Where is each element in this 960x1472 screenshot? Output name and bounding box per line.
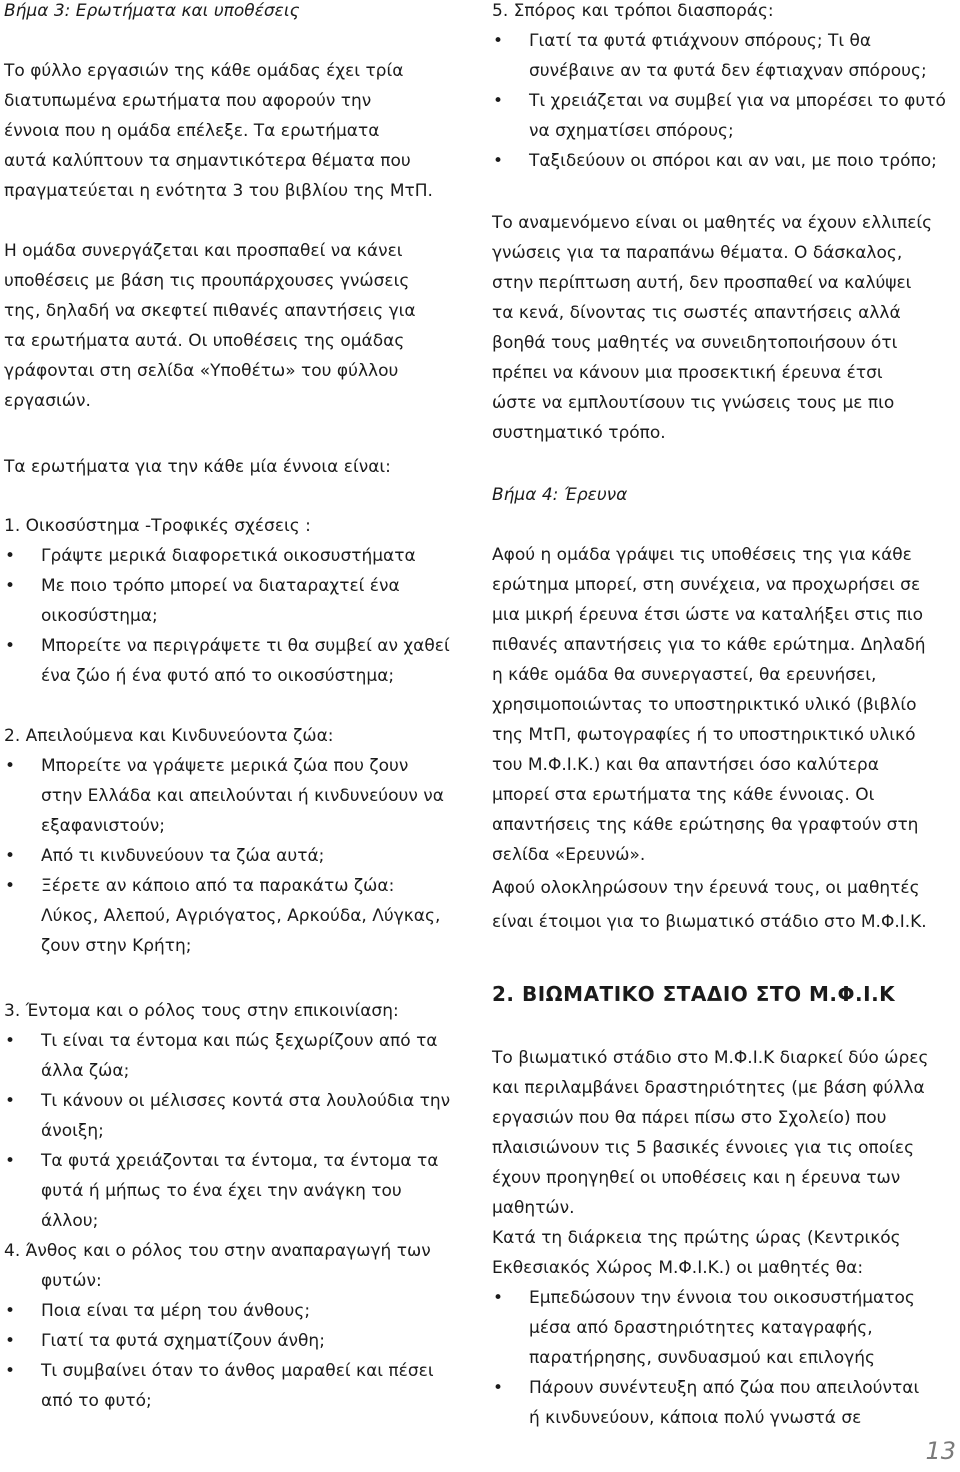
intro-paragraph <box>4 56 460 206</box>
list-item: • Πάρουν συνέντευξη από ζώα που απειλούνται ή κινδυνεύουν, κάποια πολύ γνωστά σε <box>492 1373 956 1433</box>
text-line: εργασιών που θα πάρει πίσω στο Σχολείο) που <box>492 1108 887 1128</box>
text-line: υποθέσεις με βάση τις προυπάρχουσες γνώσεις <box>4 271 410 291</box>
topic2-section <box>4 721 460 961</box>
list-item: • Από τι κινδυνεύουν τα ζώα αυτά; <box>4 841 460 871</box>
list-item: • Ξέρετε αν κάποιο από τα παρακάτω ζώα: Λύκος, Αλεπού, Αγριόγατος, Αρκούδα, Λύγκας, ζουν στην Κρήτη; <box>4 871 460 961</box>
text-line: Το φύλλο εργασιών της κάθε ομάδας έχει τρία <box>4 61 404 81</box>
text-line: είναι έτοιμοι για το βιωματικό στάδιο στο Μ.Φ.Ι.Κ. <box>492 912 927 932</box>
topic4-section <box>4 1236 460 1416</box>
list-item: • Ποια είναι τα μέρη του άνθους; <box>4 1296 460 1326</box>
text-line: χρησιμοποιώντας το υποστηρικτικό υλικό (βιβλίο <box>492 695 917 715</box>
list-item: • Τι είναι τα έντομα και πώς ξεχωρίζουν από τα άλλα ζώα; <box>4 1026 460 1086</box>
hypothesis-paragraph <box>4 236 460 416</box>
list-item: • Τα φυτά χρειάζονται τα έντομα, τα έντομα τα φυτά ή μήπως το ένα έχει την ανάγκη του άλλου; <box>4 1146 460 1236</box>
completion-paragraph <box>492 873 956 937</box>
topic1-title: 1. Οικοσύστημα -Τροφικές σχέσεις : <box>4 516 311 536</box>
list-item: • Μπορείτε να γράψετε μερικά ζώα που ζουν στην Ελλάδα και απειλούνται ή κινδυνεύουν να εξαφανιστούν; <box>4 751 460 841</box>
topic3-bullets <box>4 1026 460 1236</box>
text-line: διατυπωμένα ερωτήματα που αφορούν την <box>4 91 372 111</box>
section2-paragraph <box>492 1043 956 1433</box>
list-item: • Γιατί τα φυτά φτιάχνουν σπόρους; Τι θα συνέβαινε αν τα φυτά δεν έφτιαχναν σπόρους; <box>492 26 956 86</box>
text-line: της ΜτΠ, φωτογραφίες ή το υποστηρικτικό υλικό <box>492 725 916 745</box>
text-line: πλαισιώνουν τις 5 βασικές έννοιες για τις οποίες <box>492 1138 915 1158</box>
topic5-title: 5. Σπόρος και τρόποι διασποράς: <box>492 1 774 21</box>
topic2-bullets <box>4 751 460 961</box>
topic4-bullets <box>4 1296 460 1416</box>
topic3-section <box>4 996 460 1236</box>
list-item: • Με ποιο τρόπο μπορεί να διαταραχτεί ένα οικοσύστημα; <box>4 571 460 631</box>
list-item: • Τι κάνουν οι μέλισσες κοντά στα λουλούδια την άνοιξη; <box>4 1086 460 1146</box>
list-item: • Εμπεδώσουν την έννοια του οικοσυστήματος μέσα από δραστηριότητες καταγραφής, παρατήρησης, συνδυασμού και επιλογής <box>492 1283 956 1373</box>
text-line: Κατά τη διάρκεια της πρώτης ώρας (Κεντρικός <box>492 1228 901 1248</box>
text-line: Εκθεσιακός Χώρος Μ.Φ.Ι.Κ.) οι μαθητές θα: <box>492 1258 864 1278</box>
text-line: μαθητών. <box>492 1198 575 1218</box>
questions-intro: Τα ερωτήματα για την κάθε μία έννοια είναι: <box>4 457 391 477</box>
text-line: Το αναμενόμενο είναι οι μαθητές να έχουν ελλιπείς <box>492 213 933 233</box>
topic4-title-cont: φυτών: <box>41 1271 102 1291</box>
text-line: έννοια που η ομάδα επέλεξε. Τα ερωτήματα <box>4 121 380 141</box>
list-item: • Γιατί τα φυτά σχηματίζουν άνθη; <box>4 1326 460 1356</box>
list-item: • Μπορείτε να περιγράψετε τι θα συμβεί αν χαθεί ένα ζώο ή ένα φυτό από το οικοσύστημα; <box>4 631 460 691</box>
topic5-section <box>492 0 956 176</box>
text-line: αυτά καλύπτουν τα σημαντικότερα θέματα που <box>4 151 411 171</box>
topic3-title: 3. Έντομα και ο ρόλος τους στην επικοινίαση: <box>4 1001 399 1021</box>
text-line: σελίδα «Ερευνώ». <box>492 845 646 865</box>
step4-paragraph <box>492 540 956 870</box>
text-line: πρέπει να κάνουν μια προσεκτική έρευνα έτσι <box>492 363 883 383</box>
text-line: γράφονται στη σελίδα «Υποθέτω» του φύλλου <box>4 361 399 381</box>
list-item: • Τι συμβαίνει όταν το άνθος μαραθεί και πέσει από το φυτό; <box>4 1356 460 1416</box>
text-line: Η ομάδα συνεργάζεται και προσπαθεί να κάνει <box>4 241 403 261</box>
list-item: • Ταξιδεύουν οι σπόροι και αν ναι, με ποιο τρόπο; <box>492 146 956 176</box>
text-line: στην περίπτωση αυτή, δεν προσπαθεί να καλύψει <box>492 273 912 293</box>
text-line: βοηθά τους μαθητές να συνειδητοποιήσουν ότι <box>492 333 898 353</box>
text-line: μια μικρή έρευνα έτσι ώστε να καταλήξει στις πιο <box>492 605 924 625</box>
text-line: τα ερωτήματα αυτά. Οι υποθέσεις της ομάδας <box>4 331 405 351</box>
text-line: έχουν προηγηθεί οι υποθέσεις και η έρευνα των <box>492 1168 901 1188</box>
topic1-bullets <box>4 541 460 691</box>
text-line: Αφού ολοκληρώσουν την έρευνά τους, οι μαθητές <box>492 878 920 898</box>
text-line: της, δηλαδή να σκεφτεί πιθανές απαντήσεις για <box>4 301 416 321</box>
step3-heading: Βήμα 3: Ερωτήματα και υποθέσεις <box>4 1 300 21</box>
text-line: μπορεί στα ερωτήματα της κάθε έννοιας. Οι <box>492 785 875 805</box>
text-line: του Μ.Φ.Ι.Κ.) και θα απαντήσει όσο καλύτερα <box>492 755 879 775</box>
section2-heading: 2. ΒΙΩΜΑΤΙΚΟ ΣΤΑΔΙΟ ΣΤΟ Μ.Φ.Ι.Κ <box>492 982 896 1006</box>
text-line: ώστε να εμπλουτίσουν τις γνώσεις τους με πιο <box>492 393 895 413</box>
text-line: γνώσεις για τα παραπάνω θέματα. Ο δάσκαλος, <box>492 243 903 263</box>
step4-heading: Βήμα 4: Έρευνα <box>492 485 628 505</box>
topic2-title: 2. Απειλούμενα και Κινδυνεύοντα ζώα: <box>4 726 334 746</box>
list-item: • Γράψτε μερικά διαφορετικά οικοσυστήματα <box>4 541 460 571</box>
list-item: • Τι χρειάζεται να συμβεί για να μπορέσει το φυτό να σχηματίσει σπόρους; <box>492 86 956 146</box>
first-hour-bullets <box>492 1283 956 1433</box>
text-line: η κάθε ομάδα θα συνεργαστεί, θα ερευνήσει, <box>492 665 877 685</box>
text-line: πιθανές απαντήσεις για το κάθε ερώτημα. Δηλαδή <box>492 635 926 655</box>
text-line: πραγματεύεται η ενότητα 3 του βιβλίου της ΜτΠ. <box>4 181 433 201</box>
topic4-title: 4. Άνθος και ο ρόλος του στην αναπαραγωγή των <box>4 1241 431 1261</box>
topic1-section <box>4 511 460 691</box>
text-line: και περιλαμβάνει δραστηριότητες (με βάση φύλλα <box>492 1078 925 1098</box>
expected-paragraph <box>492 208 956 448</box>
text-line: απαντήσεις της κάθε ερώτησης θα γραφτούν στη <box>492 815 919 835</box>
text-line: τα κενά, δίνοντας τις σωστές απαντήσεις αλλά <box>492 303 901 323</box>
text-line: Το βιωματικό στάδιο στο Μ.Φ.Ι.Κ διαρκεί δύο ώρες <box>492 1048 929 1068</box>
page-number: 13 <box>925 1437 956 1465</box>
text-line: ερώτημα μπορεί, στη συνέχεια, να προχωρήσει σε <box>492 575 921 595</box>
text-line: συστηματικό τρόπο. <box>492 423 666 443</box>
text-line: Αφού η ομάδα γράψει τις υποθέσεις της για κάθε <box>492 545 912 565</box>
topic5-bullets <box>492 26 956 176</box>
text-line: εργασιών. <box>4 391 91 411</box>
